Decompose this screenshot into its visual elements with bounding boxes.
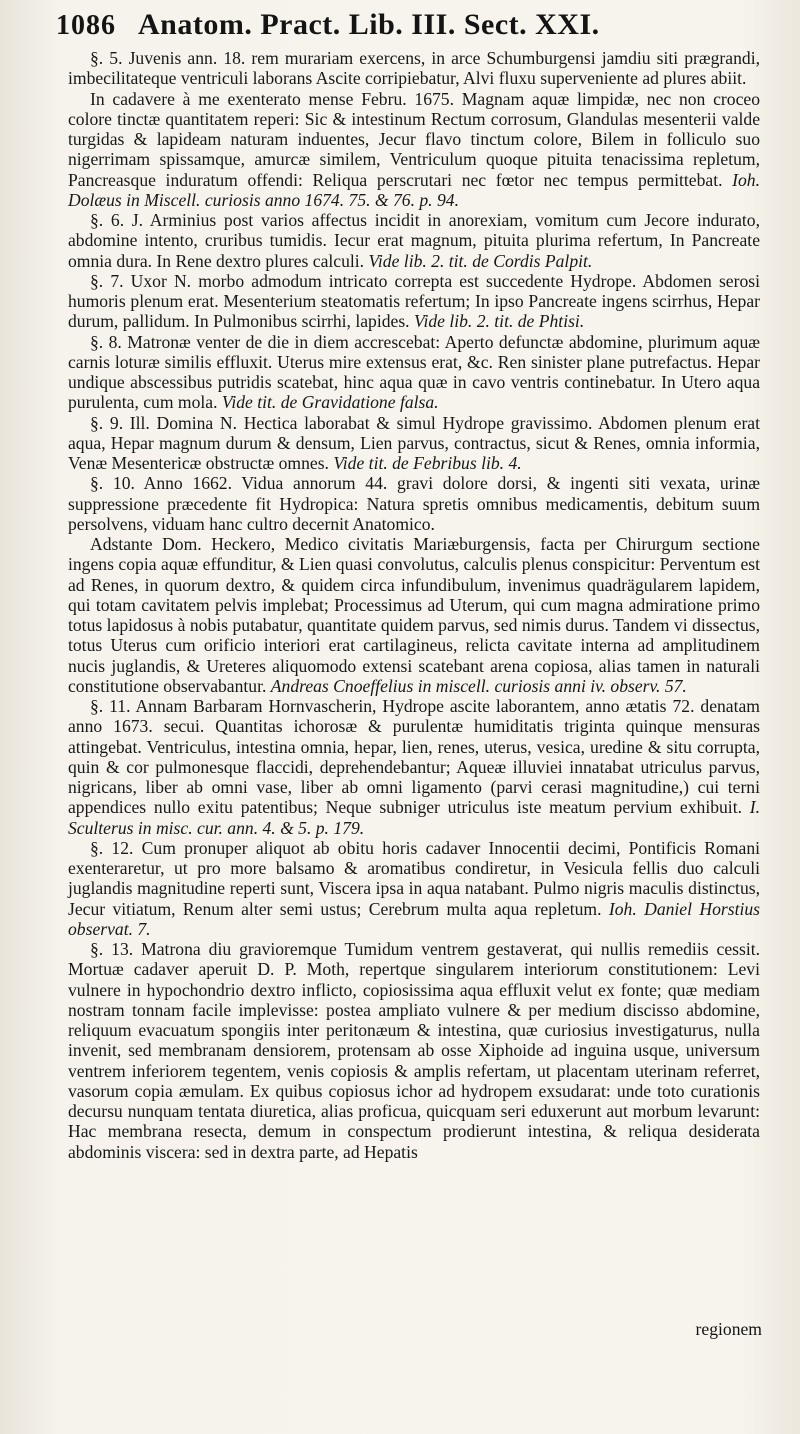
paragraph-section-8: §. 8. Matronæ venter de die in diem accrescebat: Aperto defunctæ abdomine, plurimum aquæ carnis loturæ similis effluxit. Uterus mire extensus erat, &c. Ren sinister plane putrefactus. Hepar undique abscessibus putridis scatebat, hinc aqua quæ in cavo ventris continebatur. In Utero aqua purulenta, cum mola. Vide tit. de Gravidatione falsa.: [68, 331, 760, 413]
citation: Vide lib. 2. tit. de Phtisi.: [414, 311, 585, 332]
running-title: Anatom. Pract. Lib. III. Sect. XXI.: [138, 8, 600, 41]
citation: Ioh. Daniel Horstius observat. 7.: [68, 898, 760, 939]
page-header: [56, 8, 760, 48]
paragraph-adstante: Adstante Dom. Heckero, Medico civitatis Mariæburgensis, facta per Chirurgum sectione ingens copia aquæ effunditur, & Lien quasi convolutus, calculis plenus conspicitur: Perventum est ad Renes, in quorum dextro, & quidem circa infundibulum, invenimus quadrägularem lapidem, qui totam cavitatem pelvis implebat; Processimus ad Uterum, qui cum magna admiratione primo totus lapidosus à nobis putabatur, quantitate quidem parvus, sed nimis durus. Tandem vi dissectus, totus Uterus cum orificio interiori erat cartilagineus, relicta cavitate interna ad amplitudinem nucis juglandis, & Ureteres aliquomodo extensi scatebant arena copiosa, alias tamen in naturali constitutione observabantur. Andreas Cnoeffelius in miscell. curiosis anni iv. observ. 57.: [68, 534, 760, 696]
paragraph-section-11: §. 11. Annam Barbaram Hornvascherin, Hydrope ascite laborantem, anno ætatis 72. denatam anno 1673. secui. Quantitas ichorosæ & purulentæ humiditatis triginta quinque mensuras attingebat. Ventriculus, intestina omnia, hepar, lien, renes, uterus, vesica, uredine & situ corrupta, quin & cor pulmonesque flaccidi, deprehendebantur; Aqueæ illuviei innatabat utriculus parvus, nigricans, liber ab omni vase, liber ab omni ligamento (parvi cerasi magnitudine,) cui terni appendices nullo exitu patentibus; Neque subniger utriculus iste meatum pervium exhibuit. I. Sculterus in misc. cur. ann. 4. & 5. p. 179.: [68, 696, 760, 838]
citation: Vide tit. de Febribus lib. 4.: [333, 453, 522, 473]
catchword: regionem: [695, 1319, 762, 1339]
paragraph-section-10: §. 10. Anno 1662. Vidua annorum 44. gravi dolore dorsi, & ingenti siti vexata, urinæ suppressione præcedente fit Hydropica: Natura spretis omnibus medicamentis, debitum suum persolvens, viduam hanc cultro decernit Anatomico.: [68, 473, 760, 534]
paragraph-section-12: §. 12. Cum pronuper aliquot ab obitu horis cadaver Innocentii decimi, Pontificis Romani exenteraretur, ut pro more balsamo & aromatibus condiretur, in Vesicula fellis duo calculi juglandis magnitudine reperti sunt, Viscera ipsa in aqua natabant. Pulmo nigris maculis distinctus, Jecur vitiatum, Renum alter semi ustus; Cerebrum multa aqua repletum. Ioh. Daniel Horstius observat. 7.: [68, 837, 760, 939]
paragraph-section-5: §. 5. Juvenis ann. 18. rem murariam exercens, in arce Schumburgensi jamdiu siti prægrandi, imbecilitateque ventriculi laborans Ascite corripiebatur, Alvi fluxu superveniente ad plures abiit.: [68, 48, 760, 89]
paragraph-cadaver: In cadavere à me exenterato mense Febru. 1675. Magnam aquæ limpidæ, nec non croceo colore tinctæ quantitatem reperi: Sic & intestinum Rectum corrosum, Glandulas mesenterii valde turgidas & lapideam naturam induentes, Jecur flavo tinctum colore, Bilem in folliculo suo nigerrimam spissamque, amurcæ similem, Ventriculum quoque pituita tenacissima repletum, Pancreasque induratum offendi: Reliqua perscrutari nec fœtor nec tempus permittebat. Ioh. Dolæus in Miscell. curiosis anno 1674. 75. & 76. p. 94.: [68, 88, 760, 210]
paragraph-section-6: §. 6. J. Arminius post varios affectus incidit in anorexiam, vomitum cum Jecore indurato, abdomine intento, cruribus tumidis. Iecur erat magnum, pituita plurima refertum, In Pancreate omnia dura. In Rene dextro plures calculi. Vide lib. 2. tit. de Cordis Palpit.: [68, 210, 760, 271]
citation: Vide lib. 2. tit. de Cordis Palpit.: [368, 250, 593, 271]
citation: Andreas Cnoeffelius in miscell. curiosis anni iv. observ. 57.: [270, 675, 687, 696]
body-text: [68, 48, 760, 1162]
paragraph-section-13: §. 13. Matrona diu gravioremque Tumidum ventrem gestaverat, qui nullis remediis cessit. Mortuæ cadaver aperuit D. P. Moth, repertque singularem interiorum constitutionem: Levi vulnere in hypochondrio dextro inflicto, copiosissima aqua effluxit velut ex fonte; quæ mediam nostram tonnam facile implevisse: postea ampliato vulnere & per medium discisso abdomine, reliquum evacuatum spongiis inter peritonæum & intestina, quæ curiosius investigaturus, nulla invenit, sed membranam densiorem, protensam ab osse Xiphoide ad inguina usque, universum ventrem inferiorem tegentem, venis copiosis & amplis refertam, ut placentam uterinam referret, vasorum copia æmulam. Ex quibus copiosus ichor ad hydropem exsudarat: unde toto curationis decursu nunquam tentata diuretica, alias proficua, quicquam seri eduxerunt aut morbum levarunt: Hac membrana resecta, demum in conspectum prodierunt intestina, & reliqua desiderata abdominis viscera: sed in dextra parte, ad Hepatis: [68, 939, 760, 1162]
paragraph-section-7: §. 7. Uxor N. morbo admodum intricato correpta est succedente Hydrope. Abdomen serosi humoris plenum erat. Mesenterium steatomatis refertum; In ipso Pancreate ingens scirrhus, Hepar durum, pallidum. In Pulmonibus scirrhi, lapides. Vide lib. 2. tit. de Phtisi.: [68, 270, 760, 332]
paragraph-section-9: §. 9. Ill. Domina N. Hectica laborabat & simul Hydrope gravissimo. Abdomen plenum erat aqua, Hepar magnum durum & densum, Lien parvus, contractus, sicut & Renes, omnia informia, Venæ Mesentericæ obstructæ omnes. Vide tit. de Febribus lib. 4.: [68, 412, 760, 473]
citation: I. Sculterus in misc. cur. ann. 4. & 5. p. 179.: [68, 797, 760, 838]
page-number: 1086: [56, 10, 116, 41]
citation: Ioh. Dolæus in Miscell. curiosis anno 1674. 75. & 76. p. 94.: [68, 169, 760, 210]
citation: Vide tit. de Gravidatione falsa.: [221, 392, 439, 413]
